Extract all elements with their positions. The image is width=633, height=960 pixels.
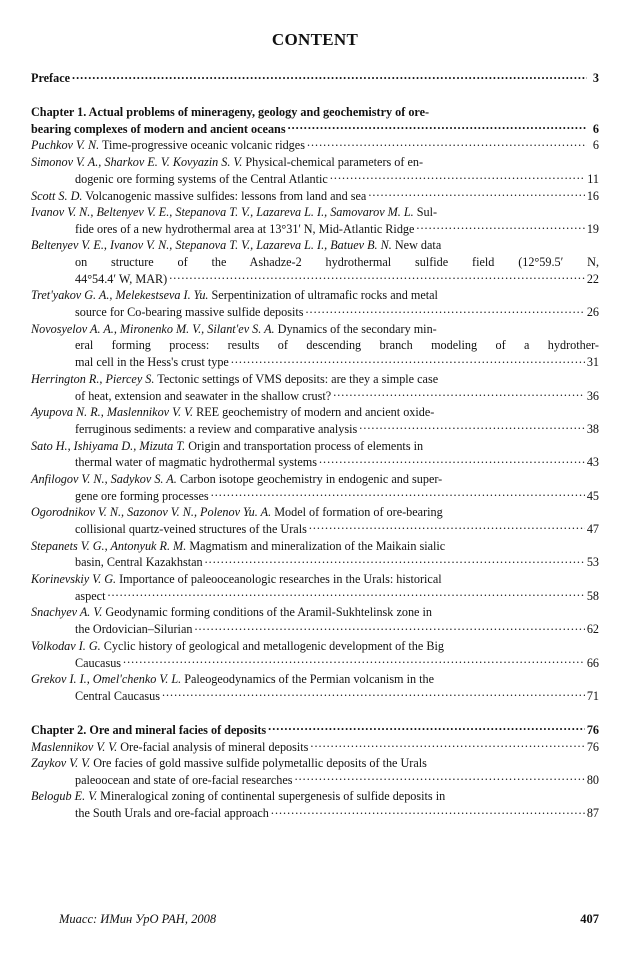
toc-line <box>31 571 599 588</box>
toc-line <box>31 538 599 555</box>
dot-leader <box>107 588 584 600</box>
toc-page-number: 80 <box>586 772 599 787</box>
toc-line-text <box>31 504 443 521</box>
toc-line-text <box>31 471 442 488</box>
toc-title-text: Model of formation of ore-bearing <box>271 505 443 520</box>
toc-line-text <box>75 338 599 352</box>
toc-line-text <box>31 204 437 221</box>
toc-title-text: mal cell in the Hess's crust type <box>75 355 229 370</box>
toc-line <box>31 354 599 371</box>
toc-line <box>31 104 599 121</box>
dot-leader <box>268 722 585 734</box>
toc-page-number: 3 <box>592 71 599 86</box>
toc-title-text: Geodynamic forming conditions of the Aramil-Sukhtelinsk zone in <box>102 605 432 620</box>
toc-line <box>31 204 599 221</box>
toc-page-number: 47 <box>586 522 599 537</box>
toc-entry[interactable] <box>31 321 599 371</box>
table-of-contents <box>31 70 599 822</box>
toc-line <box>31 221 599 238</box>
toc-page-number: 6 <box>592 138 599 153</box>
toc-title-text: Ore facies of gold massive sulfide polymetallic deposits of the Urals <box>90 756 427 771</box>
toc-line <box>31 137 599 154</box>
toc-page-number: 45 <box>586 488 599 503</box>
toc-chapter-entry[interactable] <box>31 70 599 87</box>
page-number: 407 <box>580 912 599 926</box>
toc-entry[interactable] <box>31 738 599 755</box>
toc-entry[interactable] <box>31 471 599 504</box>
toc-entry[interactable] <box>31 287 599 320</box>
toc-title-text: Chapter 1. Actual problems of minerageny, geology and geochemistry of ore- <box>31 104 430 119</box>
toc-page-number: 19 <box>586 221 599 236</box>
toc-title-text: 44°54.4′ W, MAR) <box>75 271 168 286</box>
dot-leader <box>194 621 584 633</box>
toc-line-text <box>31 137 305 154</box>
toc-line-text <box>75 171 328 188</box>
toc-title-text: Volcanogenic massive sulfides: lessons from land and sea <box>82 188 367 203</box>
toc-entry[interactable] <box>31 504 599 537</box>
toc-title-text: Serpentinization of ultramafic rocks and metal <box>208 288 438 303</box>
toc-line-text <box>31 237 441 254</box>
toc-entry[interactable] <box>31 237 599 287</box>
toc-title-text: Carbon isotope geochemistry in endogenic and super- <box>176 471 443 486</box>
toc-authors: Novosyelov A. A., Mironenko M. V., Silant'ev S. A. <box>31 321 275 336</box>
toc-authors: Snachyev A. V. <box>31 605 103 620</box>
toc-page-number: 58 <box>586 588 599 603</box>
toc-line-text <box>75 255 599 269</box>
toc-line-text <box>31 154 423 171</box>
toc-line <box>31 654 599 671</box>
toc-line <box>31 788 599 805</box>
toc-title-text: Preface <box>31 71 71 86</box>
dot-leader <box>307 137 587 149</box>
toc-line-text <box>31 404 434 421</box>
toc-entry[interactable] <box>31 571 599 604</box>
toc-title-text: collisional quartz-veined structures of the Urals <box>75 522 307 537</box>
toc-chapter-entry[interactable] <box>31 104 599 137</box>
toc-line <box>31 421 599 438</box>
toc-authors: Stepanets V. G., Antonyuk R. M. <box>31 538 187 553</box>
dot-leader <box>309 521 585 533</box>
toc-page-number: 76 <box>586 739 599 754</box>
toc-line-text <box>31 538 445 555</box>
footer-publisher: Миасс: ИМин УрО РАН, 2008 <box>59 912 217 926</box>
toc-authors: Ivanov V. N., Beltenyev V. E., Stepanova T. V., Lazareva L. I., Samovarov M. L. <box>31 205 414 220</box>
toc-line-text <box>75 621 192 638</box>
toc-entry[interactable] <box>31 137 599 154</box>
dot-leader <box>169 271 585 283</box>
toc-page-number: 38 <box>586 421 599 436</box>
dot-leader <box>359 421 585 433</box>
toc-title-text: Dynamics of the secondary min- <box>274 321 437 336</box>
toc-line-text <box>75 521 307 538</box>
toc-authors: Scott S. D. <box>31 188 83 203</box>
toc-line <box>31 688 599 705</box>
dot-leader <box>205 554 585 566</box>
toc-title-text: aspect <box>75 588 106 603</box>
toc-title-text: gene ore forming processes <box>75 488 209 503</box>
toc-title-text: Magmatism and mineralization of the Maikain sialic <box>186 538 446 553</box>
toc-entry[interactable] <box>31 638 599 671</box>
toc-entry[interactable] <box>31 538 599 571</box>
toc-title-text: Caucasus <box>75 655 122 670</box>
toc-page-number: 36 <box>586 388 599 403</box>
toc-entry[interactable] <box>31 187 599 204</box>
toc-title-text: Sul- <box>413 205 438 220</box>
toc-authors: Beltenyev V. E., Ivanov V. N., Stepanova T. V., Lazareva L. I., Batuev B. N. <box>31 238 392 253</box>
toc-title-text: thermal water of magmatic hydrothermal systems <box>75 455 317 470</box>
toc-line-text <box>31 722 266 739</box>
toc-title-text: basin, Central Kazakhstan <box>75 555 203 570</box>
toc-entry[interactable] <box>31 438 599 471</box>
toc-title-text: dogenic ore forming systems of the Central Atlantic <box>75 171 328 186</box>
dot-leader <box>231 354 585 366</box>
toc-line <box>31 321 599 338</box>
toc-page-number: 62 <box>586 622 599 637</box>
toc-line <box>31 154 599 171</box>
toc-title-text: Mineralogical zoning of continental supergenesis of sulfide deposits in <box>97 789 446 804</box>
toc-line-text <box>75 304 303 321</box>
toc-line <box>31 671 599 688</box>
toc-line-text <box>31 371 438 388</box>
toc-line <box>31 521 599 538</box>
toc-title-text: New data <box>391 238 442 253</box>
toc-line-text <box>75 454 317 471</box>
toc-line-text <box>75 655 121 672</box>
dot-leader <box>123 654 585 666</box>
toc-page-number: 71 <box>586 688 599 703</box>
toc-line-text <box>31 739 308 756</box>
toc-title-text: fide ores of a new hydrothermal area at 13°31' N, Mid-Atlantic Ridge <box>75 221 415 236</box>
toc-title-text: Time-progressive oceanic volcanic ridges <box>99 138 305 153</box>
toc-line-text <box>31 188 366 205</box>
toc-line-text <box>31 287 438 304</box>
toc-chapter-entry[interactable] <box>31 722 599 739</box>
toc-entry[interactable] <box>31 154 599 187</box>
toc-authors: Puchkov V. N. <box>31 138 100 153</box>
toc-authors: Anfilogov V. N., Sadykov S. A. <box>31 471 177 486</box>
toc-title-text: source for Co-bearing massive sulfide deposits <box>75 305 304 320</box>
toc-authors: Zaykov V. V. <box>31 756 91 771</box>
toc-line-text <box>75 488 209 505</box>
toc-authors: Maslennikov V. V. <box>31 739 118 754</box>
page-title: CONTENT <box>271 30 359 49</box>
toc-line-text <box>75 772 293 789</box>
toc-authors: Volkodav I. G. <box>31 638 101 653</box>
toc-line <box>31 287 599 304</box>
toc-line-text <box>31 571 442 588</box>
toc-line <box>31 471 599 488</box>
toc-line <box>31 404 599 421</box>
toc-title-text: Tectonic settings of VMS deposits: are they a simple case <box>154 371 439 386</box>
dot-leader <box>333 387 585 399</box>
toc-line-text <box>31 638 444 655</box>
toc-entry[interactable] <box>31 204 599 237</box>
toc-authors: Korinevskiy V. G. <box>31 572 117 587</box>
dot-leader <box>211 488 585 500</box>
toc-line-text <box>75 221 414 238</box>
toc-authors: Simonov V. A., Sharkov E. V. Kovyazin S. V. <box>31 154 243 169</box>
toc-line <box>31 588 599 605</box>
toc-page-number: 66 <box>586 655 599 670</box>
toc-line <box>31 70 599 87</box>
toc-line-text <box>75 271 167 288</box>
toc-line <box>31 187 599 204</box>
toc-entry[interactable] <box>31 755 599 788</box>
toc-page-number: 53 <box>586 555 599 570</box>
toc-page-number: 11 <box>587 171 599 186</box>
toc-line-text <box>75 588 105 605</box>
toc-line <box>31 638 599 655</box>
toc-line <box>31 271 599 288</box>
toc-authors: Grekov I. I., Omel'chenko V. L. <box>31 672 182 687</box>
toc-line-text <box>75 688 160 705</box>
toc-line <box>31 504 599 521</box>
dot-leader <box>305 304 584 316</box>
toc-entry[interactable] <box>31 404 599 437</box>
dot-leader <box>310 738 584 750</box>
toc-page-number: 76 <box>586 722 599 737</box>
toc-line <box>31 438 599 455</box>
toc-line <box>31 621 599 638</box>
toc-line-text <box>31 604 432 621</box>
dot-leader <box>330 171 585 183</box>
toc-line <box>31 805 599 822</box>
toc-title-text: eral forming process: results of descending branch modeling of a hydrother- <box>75 338 599 353</box>
toc-line <box>31 772 599 789</box>
toc-line-text <box>31 788 445 805</box>
toc-title-text: ferruginous sediments: a review and comparative analysis <box>75 421 358 436</box>
toc-title-text: bearing complexes of modern and ancient oceans <box>31 121 286 136</box>
toc-authors: Belogub E. V. <box>31 789 98 804</box>
toc-title-text: Origin and transportation process of elements in <box>185 438 424 453</box>
toc-title-text: Central Caucasus <box>75 688 160 703</box>
toc-authors: Tret'yakov G. A., Melekestseva I. Yu. <box>31 288 209 303</box>
toc-title-text: REE geochemistry of modern and ancient oxide- <box>193 405 435 420</box>
toc-line <box>31 254 599 271</box>
toc-authors: Ogorodnikov V. N., Sazonov V. N., Polenov Yu. A. <box>31 505 272 520</box>
toc-line <box>31 120 599 137</box>
toc-title-text: the South Urals and ore-facial approach <box>75 806 269 821</box>
toc-line <box>31 304 599 321</box>
dot-leader <box>162 688 585 700</box>
toc-title-text: paleoocean and state of ore-facial researches <box>75 772 293 787</box>
toc-line <box>31 488 599 505</box>
toc-authors: Sato H., Ishiyama D., Mizuta T. <box>31 438 186 453</box>
dot-leader <box>319 454 585 466</box>
toc-entry[interactable] <box>31 604 599 637</box>
toc-authors: Herrington R., Piercey S. <box>31 371 155 386</box>
toc-line-text <box>75 388 331 405</box>
toc-line-text <box>31 104 429 121</box>
toc-page-number: 87 <box>586 806 599 821</box>
toc-title-text: Importance of paleooceanologic researches in the Urals: historical <box>116 572 442 587</box>
toc-page-number: 26 <box>586 305 599 320</box>
toc-line <box>31 604 599 621</box>
toc-title-text: Chapter 2. Ore and mineral facies of deposits <box>31 722 267 737</box>
toc-line <box>31 371 599 388</box>
dot-leader <box>271 805 585 817</box>
toc-line <box>31 387 599 404</box>
toc-title-text: the Ordovician–Silurian <box>75 622 193 637</box>
dot-leader <box>416 221 584 233</box>
toc-title-text: on structure of the Ashadze-2 hydrothermal sulfide field (12°59.5′ N, <box>75 255 599 270</box>
toc-line-text <box>31 70 70 87</box>
dot-leader <box>295 772 585 784</box>
toc-line-text <box>75 554 203 571</box>
toc-line-text <box>75 805 269 822</box>
toc-line-text <box>75 354 229 371</box>
toc-line-text <box>31 121 286 138</box>
toc-title-text: Physical-chemical parameters of en- <box>242 154 424 169</box>
toc-line <box>31 738 599 755</box>
toc-authors: Ayupova N. R., Maslennikov V. V. <box>31 405 194 420</box>
toc-line-text <box>31 755 427 772</box>
toc-line <box>31 171 599 188</box>
toc-page-number: 6 <box>592 121 599 136</box>
toc-line <box>31 237 599 254</box>
toc-entry[interactable] <box>31 671 599 704</box>
toc-entry[interactable] <box>31 371 599 404</box>
toc-line-text <box>75 421 357 438</box>
dot-leader <box>368 187 584 199</box>
toc-page-number: 22 <box>586 271 599 286</box>
toc-entry[interactable] <box>31 788 599 821</box>
toc-page-number: 43 <box>586 455 599 470</box>
toc-title-text: of heat, extension and seawater in the shallow crust? <box>75 388 332 403</box>
toc-line <box>31 554 599 571</box>
toc-line <box>31 722 599 739</box>
toc-line-text <box>31 321 437 338</box>
dot-leader <box>288 120 587 132</box>
toc-title-text: Cyclic history of geological and metallogenic development of the Big <box>100 638 444 653</box>
toc-line <box>31 337 599 354</box>
toc-line-text <box>31 671 434 688</box>
toc-title-text: Ore-facial analysis of mineral deposits <box>117 739 309 754</box>
toc-line <box>31 755 599 772</box>
toc-line-text <box>31 438 423 455</box>
toc-line <box>31 454 599 471</box>
dot-leader <box>72 70 587 82</box>
toc-page-number: 31 <box>586 355 599 370</box>
toc-page-number: 16 <box>586 188 599 203</box>
toc-title-text: Paleogeodynamics of the Permian volcanism in the <box>181 672 435 687</box>
